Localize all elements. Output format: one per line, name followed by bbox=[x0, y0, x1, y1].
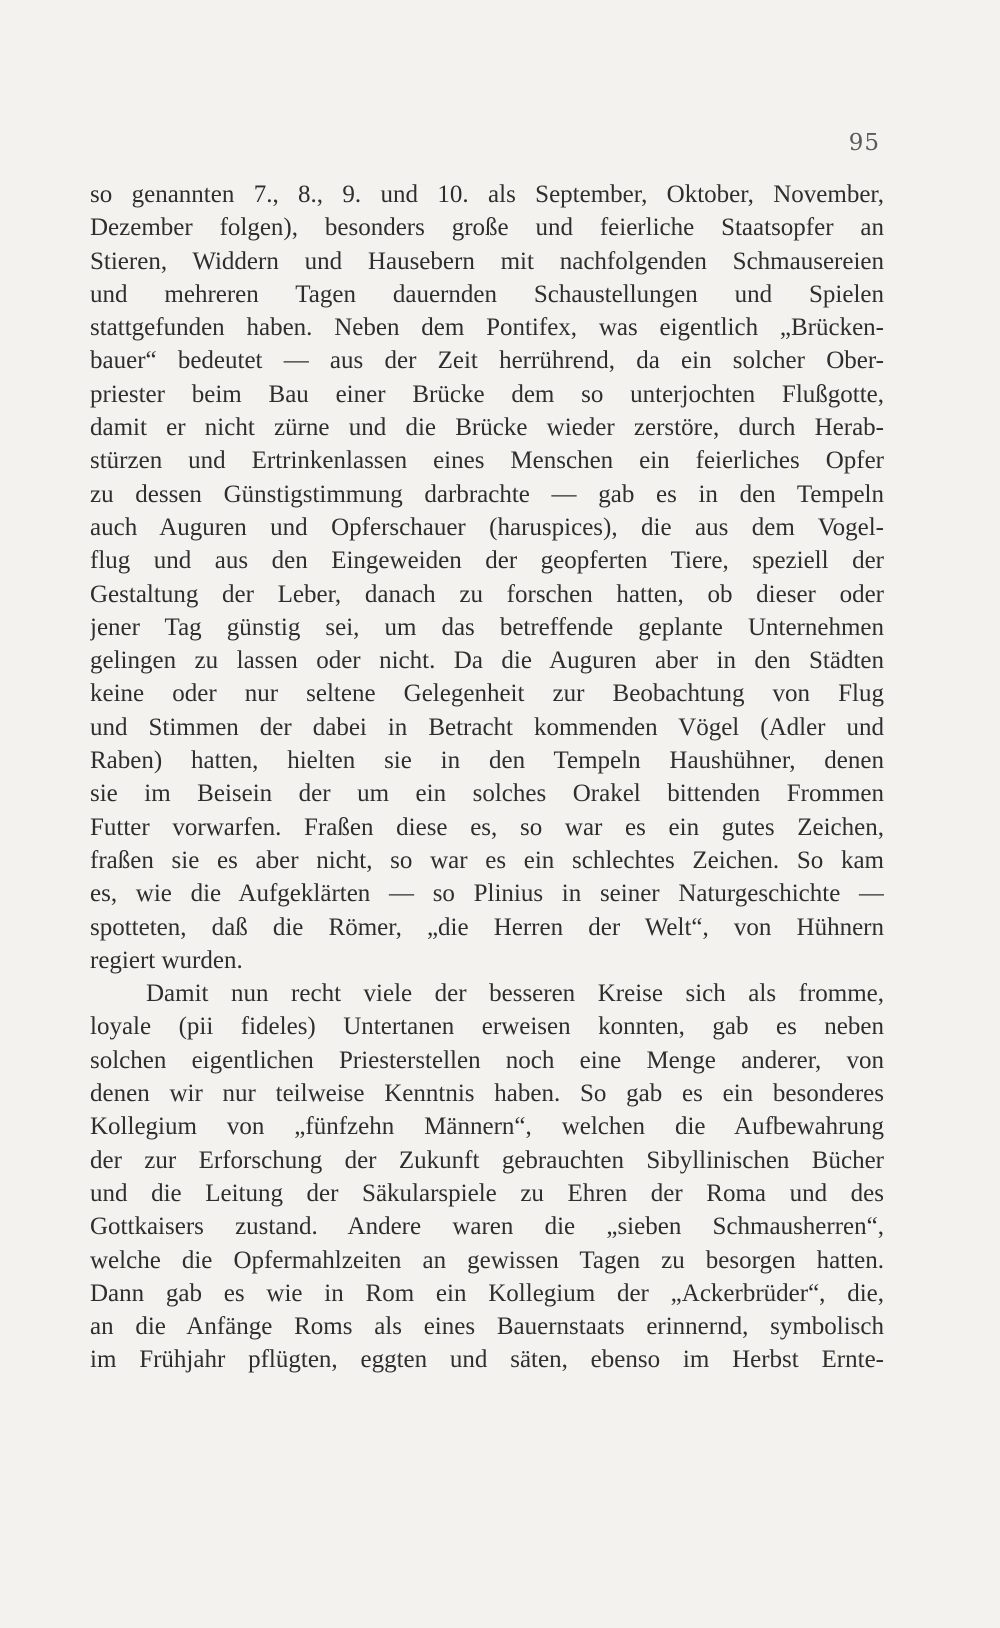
text-line: spotteten, daß die Römer, „die Herren der Welt“, von Hühnern bbox=[90, 913, 884, 941]
text-line: der zur Erforschung der Zukunft gebrauchten Sibyllinischen Bücher bbox=[90, 1146, 884, 1174]
text-line: Dezember folgen), besonders große und feierliche Staatsopfer an bbox=[90, 214, 884, 242]
paragraph-1 bbox=[90, 178, 884, 977]
text-line: Dann gab es wie in Rom ein Kollegium der „Ackerbrüder“, die, bbox=[90, 1279, 884, 1307]
paragraph-2 bbox=[90, 977, 884, 1377]
text-line: Futter vorwarfen. Fraßen diese es, so war es ein gutes Zeichen, bbox=[90, 813, 884, 841]
text-line: sie im Beisein der um ein solches Orakel bittenden Frommen bbox=[90, 780, 884, 808]
text-line: fraßen sie es aber nicht, so war es ein schlechtes Zeichen. So kam bbox=[90, 846, 884, 874]
text-line: es, wie die Aufgeklärten — so Plinius in seiner Naturgeschichte — bbox=[90, 880, 884, 908]
text-line: gelingen zu lassen oder nicht. Da die Auguren aber in den Städten bbox=[90, 647, 884, 675]
page-number: 95 bbox=[848, 130, 880, 156]
text-line: so genannten 7., 8., 9. und 10. als September, Oktober, November, bbox=[90, 181, 884, 208]
text-line: im Frühjahr pflügten, eggten und säten, ebenso im Herbst Ernte- bbox=[90, 1346, 884, 1374]
text-line: damit er nicht zürne und die Brücke wieder zerstöre, durch Herab- bbox=[90, 414, 884, 442]
text-line: solchen eigentlichen Priesterstellen noch eine Menge anderer, von bbox=[90, 1046, 884, 1074]
text-line: und die Leitung der Säkularspiele zu Ehren der Roma und des bbox=[90, 1179, 884, 1207]
text-line: keine oder nur seltene Gelegenheit zur Beobachtung von Flug bbox=[90, 680, 884, 708]
text-line: priester beim Bau einer Brücke dem so unterjochten Flußgotte, bbox=[90, 380, 884, 408]
text-line: bauer“ bedeutet — aus der Zeit herrührend, da ein solcher Ober- bbox=[90, 347, 884, 375]
text-line: Gottkaisers zustand. Andere waren die „sieben Schmausherren“, bbox=[90, 1213, 884, 1241]
text-line: Kollegium von „fünfzehn Männern“, welchen die Aufbewahrung bbox=[90, 1113, 884, 1141]
text-line: flug und aus den Eingeweiden der geopferten Tiere, speziell der bbox=[90, 547, 884, 575]
text-line: und Stimmen der dabei in Betracht kommenden Vögel (Adler und bbox=[90, 713, 884, 741]
text-line: loyale (pii fideles) Untertanen erweisen konnten, gab es neben bbox=[90, 1013, 884, 1041]
text-line: und mehreren Tagen dauernden Schaustellungen und Spielen bbox=[90, 280, 884, 308]
body-text bbox=[90, 178, 884, 1377]
text-line: Damit nun recht viele der besseren Kreise sich als fromme, bbox=[146, 980, 884, 1008]
text-line: stürzen und Ertrinkenlassen eines Menschen ein feierliches Opfer bbox=[90, 447, 884, 475]
text-line: zu dessen Günstigstimmung darbrachte — gab es in den Tempeln bbox=[90, 480, 884, 508]
text-line: jener Tag günstig sei, um das betreffende geplante Unternehmen bbox=[90, 613, 884, 641]
text-line: denen wir nur teilweise Kenntnis haben. So gab es ein besonderes bbox=[90, 1080, 884, 1108]
text-line: auch Auguren und Opferschauer (haruspices), die aus dem Vogel- bbox=[90, 513, 884, 541]
text-line: an die Anfänge Roms als eines Bauernstaats erinnernd, symbolisch bbox=[90, 1313, 884, 1341]
text-line: regiert wurden. bbox=[90, 946, 243, 974]
text-line: stattgefunden haben. Neben dem Pontifex, was eigentlich „Brücken- bbox=[90, 314, 884, 342]
text-line: Gestaltung der Leber, danach zu forschen hatten, ob dieser oder bbox=[90, 580, 884, 608]
text-line: Stieren, Widdern und Hausebern mit nachfolgenden Schmausereien bbox=[90, 247, 884, 275]
text-line: welche die Opfermahlzeiten an gewissen Tagen zu besorgen hatten. bbox=[90, 1246, 884, 1274]
text-line: Raben) hatten, hielten sie in den Tempeln Haushühner, denen bbox=[90, 747, 884, 775]
